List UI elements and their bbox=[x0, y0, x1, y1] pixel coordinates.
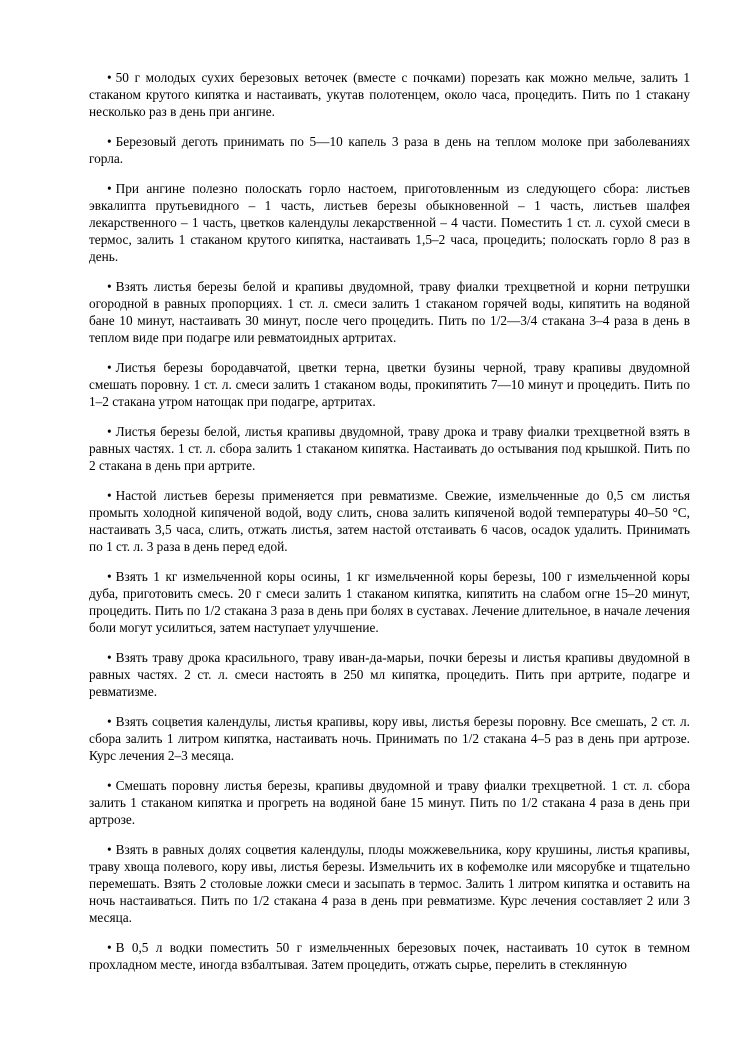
recipe-paragraph-1 bbox=[89, 69, 690, 120]
recipe-paragraph-2 bbox=[89, 133, 690, 167]
bullet-icon: • bbox=[107, 424, 112, 439]
bullet-icon: • bbox=[107, 279, 112, 294]
paragraph-text: Листья березы бородавчатой, цветки терна, цветки бузины черной, траву крапивы двудомной смешать поровну. 1 ст. л. смеси залить 1 стаканом воды, прокипятить 7—10 минут и процедить. Пить по 1–2 стакана утром натощак при подагре, артритах. bbox=[89, 360, 690, 409]
bullet-icon: • bbox=[107, 134, 112, 149]
bullet-icon: • bbox=[107, 488, 112, 503]
document-body bbox=[89, 69, 690, 986]
paragraph-text: Взять 1 кг измельченной коры осины, 1 кг измельченной коры березы, 100 г измельченной коры дуба, приготовить смесь. 20 г смеси залить 1 стаканом кипятка, кипятить на слабом огне 15–20 минут, процедить. Пить по 1/2 стакана 3 раза в день при болях в суставах. Лечение длительное, в начале лечения боли могут усилиться, затем наступает улучшение. bbox=[89, 569, 690, 635]
bullet-icon: • bbox=[107, 714, 112, 729]
bullet-icon: • bbox=[107, 360, 112, 375]
paragraph-text: В 0,5 л водки поместить 50 г измельченных березовых почек, настаивать 10 суток в темном прохладном месте, иногда взбалтывая. Затем процедить, отжать сырье, перелить в стеклянную bbox=[89, 940, 690, 972]
recipe-paragraph-10 bbox=[89, 713, 690, 764]
bullet-icon: • bbox=[107, 940, 112, 955]
recipe-paragraph-3 bbox=[89, 180, 690, 265]
recipe-paragraph-4 bbox=[89, 278, 690, 346]
paragraph-text: Взять листья березы белой и крапивы двудомной, траву фиалки трехцветной и корни петрушки огородной в равных пропорциях. 1 ст. л. смеси залить 1 стаканом горячей воды, кипятить на водяной бане 10 минут, настаивать 30 минут, после чего процедить. Пить по 1/2—3/4 стакана 3–4 раза в день в теплом виде при подагре или ревматоидных артритах. bbox=[89, 279, 690, 345]
bullet-icon: • bbox=[107, 181, 112, 196]
paragraph-text: Смешать поровну листья березы, крапивы двудомной и траву фиалки трехцветной. 1 ст. л. сбора залить 1 стаканом кипятка и прогреть на водяной бане 15 минут. Пить по 1/2 стакана 4 раза в день при артрозе. bbox=[89, 778, 690, 827]
paragraph-text: Взять в равных долях соцветия календулы, плоды можжевельника, кору крушины, листья крапивы, траву хвоща полевого, кору ивы, листья березы. Измельчить их в кофемолке или мясорубке и тщательно перемешать. Взять 2 столовые ложки смеси и засыпать в термос. Залить 1 литром кипятка и оставить на ночь настаиваться. Пить по 1/2 стакана 4 раза в день при ревматизме. Курс лечения составляет 2 или 3 месяца. bbox=[89, 842, 690, 925]
bullet-icon: • bbox=[107, 778, 112, 793]
paragraph-text: Настой листьев березы применяется при ревматизме. Свежие, измельченные до 0,5 см листья промыть холодной кипяченой водой, воду слить, снова залить кипяченой водой температуры 40–50 °C, настаивать 3,5 часа, слить, отжать листья, затем настой отстаивать 6 часов, осадок удалить. Принимать по 1 ст. л. 3 раза в день перед едой. bbox=[89, 488, 690, 554]
bullet-icon: • bbox=[107, 70, 112, 85]
recipe-paragraph-13 bbox=[89, 939, 690, 973]
recipe-paragraph-6 bbox=[89, 423, 690, 474]
recipe-paragraph-9 bbox=[89, 649, 690, 700]
paragraph-text: 50 г молодых сухих березовых веточек (вместе с почками) порезать как можно мельче, залить 1 стаканом крутого кипятка и настаивать, укутав полотенцем, около часа, процедить. Пить по 1 стакану несколько раз в день при ангине. bbox=[89, 70, 690, 119]
bullet-icon: • bbox=[107, 569, 112, 584]
paragraph-text: Взять траву дрока красильного, траву иван-да-марьи, почки березы и листья крапивы двудомной в равных частях. 2 ст. л. смеси настоять в 250 мл кипятка, процедить. Пить при артрите, подагре и ревматизме. bbox=[89, 650, 690, 699]
paragraph-text: Березовый деготь принимать по 5—10 капель 3 раза в день на теплом молоке при заболеваниях горла. bbox=[89, 134, 690, 166]
recipe-paragraph-11 bbox=[89, 777, 690, 828]
paragraph-text: Листья березы белой, листья крапивы двудомной, траву дрока и траву фиалки трехцветной взять в равных частях. 1 ст. л. сбора залить 1 стаканом кипятка. Настаивать до остывания под крышкой. Пить по 2 стакана в день при артрите. bbox=[89, 424, 690, 473]
bullet-icon: • bbox=[107, 842, 112, 857]
recipe-paragraph-12 bbox=[89, 841, 690, 926]
bullet-icon: • bbox=[107, 650, 112, 665]
paragraph-text: Взять соцветия календулы, листья крапивы, кору ивы, листья березы поровну. Все смешать, 2 ст. л. сбора залить 1 литром кипятка, настаивать ночь. Принимать по 1/2 стакана 4–5 раз в день при артрозе. Курс лечения 2–3 месяца. bbox=[89, 714, 690, 763]
recipe-paragraph-7 bbox=[89, 487, 690, 555]
paragraph-text: При ангине полезно полоскать горло настоем, приготовленным из следующего сбора: листьев эвкалипта прутьевидного – 1 часть, листьев березы обыкновенной – 1 часть, листьев шалфея лекарственного – 1 часть, цветков календулы лекарственной – 4 части. Поместить 1 ст. л. сухой смеси в термос, залить 1 стаканом крутого кипятка, настаивать 1,5–2 часа, процедить; полоскать горло 8 раз в день. bbox=[89, 181, 690, 264]
recipe-paragraph-5 bbox=[89, 359, 690, 410]
recipe-paragraph-8 bbox=[89, 568, 690, 636]
